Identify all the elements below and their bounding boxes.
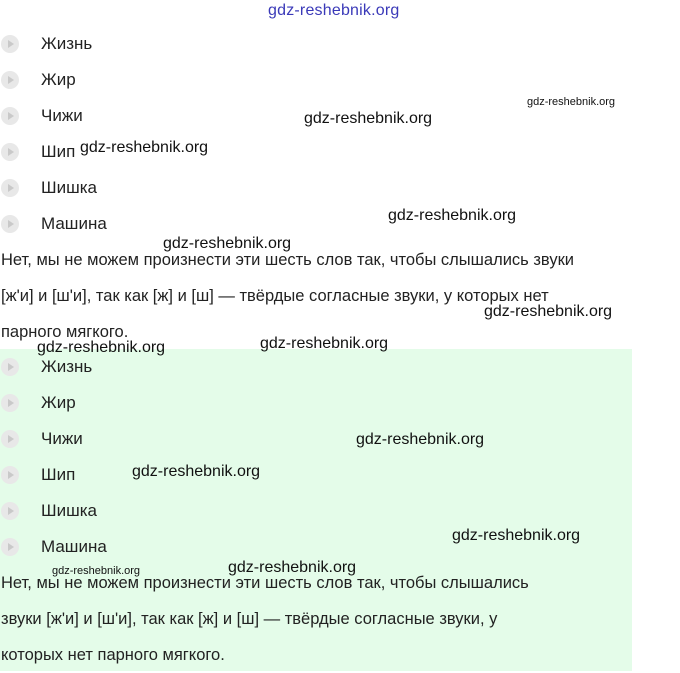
word-row[interactable]	[0, 26, 680, 62]
word-row[interactable]	[0, 385, 632, 421]
watermark-top: gdz-reshebnik.org	[268, 2, 400, 19]
word-label: Шишка	[41, 178, 97, 197]
play-icon[interactable]	[1, 502, 19, 520]
watermark: gdz-reshebnik.org	[52, 565, 141, 577]
word-row[interactable]	[0, 457, 632, 493]
play-icon[interactable]	[1, 35, 19, 53]
play-icon[interactable]	[1, 107, 19, 125]
play-icon[interactable]	[1, 215, 19, 233]
word-label: Шишка	[41, 501, 97, 520]
answer-line: которых нет парного мягкого.	[1, 646, 225, 664]
watermark: gdz-reshebnik.org	[388, 207, 517, 224]
watermark: gdz-reshebnik.org	[304, 110, 433, 127]
watermark: gdz-reshebnik.org	[356, 431, 485, 448]
word-label: Жир	[41, 70, 76, 89]
word-row[interactable]	[0, 493, 632, 529]
word-label: Машина	[41, 214, 107, 233]
watermark: gdz-reshebnik.org	[527, 96, 616, 108]
answer-line: [ж'и] и [ш'и], так как [ж] и [ш] — твёрдые согласные звуки, у которых нет	[1, 287, 549, 305]
answer-line: Нет, мы не можем произнести эти шесть слов так, чтобы слышались	[1, 574, 529, 592]
answer-section-2	[0, 349, 632, 671]
word-label: Жизнь	[41, 357, 93, 376]
word-row[interactable]	[0, 421, 632, 457]
play-icon[interactable]	[1, 394, 19, 412]
watermark: gdz-reshebnik.org	[37, 339, 166, 356]
word-row[interactable]	[0, 206, 680, 242]
watermark: gdz-reshebnik.org	[260, 335, 389, 352]
word-row[interactable]	[0, 170, 680, 206]
watermark: gdz-reshebnik.org	[132, 463, 261, 480]
play-icon[interactable]	[1, 538, 19, 556]
word-label: Чижи	[41, 106, 83, 125]
watermark: gdz-reshebnik.org	[452, 527, 581, 544]
answer-text	[0, 565, 632, 673]
word-label: Чижи	[41, 429, 83, 448]
play-icon[interactable]	[1, 466, 19, 484]
answer-text	[0, 242, 680, 350]
watermark: gdz-reshebnik.org	[484, 303, 613, 320]
watermark: gdz-reshebnik.org	[163, 235, 292, 252]
word-label: Машина	[41, 537, 107, 556]
answer-line: звуки [ж'и] и [ш'и], так как [ж] и [ш] — твёрдые согласные звуки, у	[1, 610, 498, 628]
word-label: Шип	[41, 465, 76, 484]
watermark: gdz-reshebnik.org	[228, 559, 357, 576]
word-label: Жизнь	[41, 34, 93, 53]
watermark: gdz-reshebnik.org	[80, 139, 209, 156]
word-label: Шип	[41, 142, 76, 161]
answer-line: парного мягкого.	[1, 323, 129, 341]
answer-line: Нет, мы не можем произнести эти шесть слов так, чтобы слышались звуки	[1, 251, 575, 269]
play-icon[interactable]	[1, 358, 19, 376]
answer-section-1	[0, 26, 680, 350]
word-row[interactable]	[0, 62, 680, 98]
play-icon[interactable]	[1, 430, 19, 448]
word-label: Жир	[41, 393, 76, 412]
play-icon[interactable]	[1, 71, 19, 89]
play-icon[interactable]	[1, 143, 19, 161]
play-icon[interactable]	[1, 179, 19, 197]
